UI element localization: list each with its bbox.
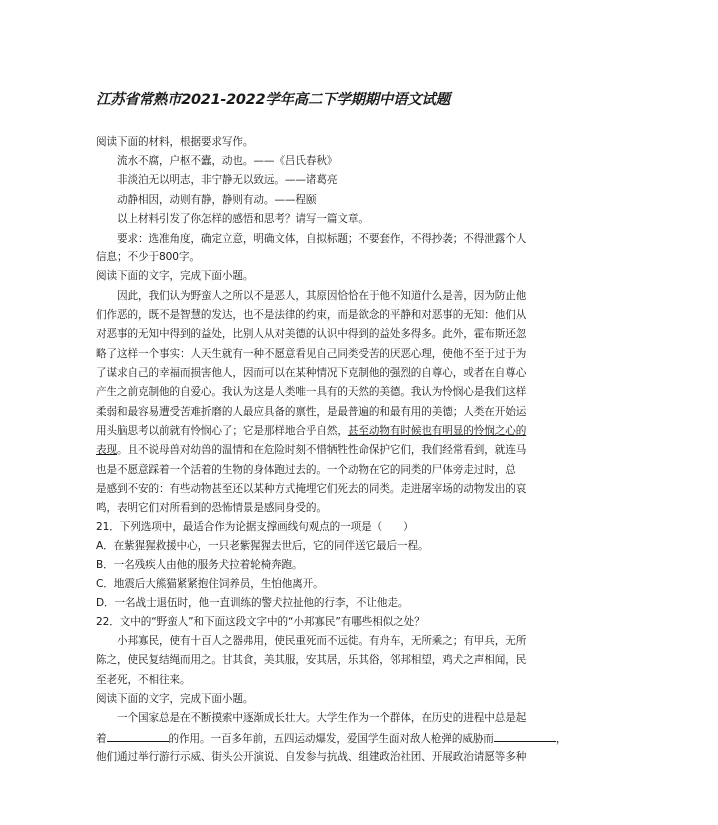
option-d: D．一名战士退伍时，他一直训练的警犬拉扯他的行李，不让他走。 [96,597,409,609]
quote-line: 动静相因，动则有静，静则有动。——程颐 [117,194,317,206]
quote-line: 非淡泊无以明志，非宁静无以致远。——诸葛亮 [117,174,338,186]
passage-line: 也是不愿意踩着一个活着的生物的身体跑过去的。一个动物在它的同类的尸体旁走过时，总 [96,464,516,476]
passage-text: ， [555,733,567,745]
passage-text: 着 [96,733,107,745]
passage-text: 的作用。一百多年前，五四运动爆发，爱国学生面对敌人枪弹的威胁而 [168,733,494,745]
passage-line [96,444,526,457]
option-b: B．一名残疾人由他的服务犬拉着轮椅奔跑。 [96,559,303,571]
underlined-sentence: 甚至动物有时候也有明显的怜悯之心的 [347,425,527,437]
instruction-line: 阅读下面的文字，完成下面小题。 [96,270,254,282]
quote-passage-line: 小邦寡民，使有十百人之器弗用，使民重死而不远徙。有舟车，无所乘之；有甲兵，无所 [117,635,527,647]
passage-line: 柔弱和最容易遭受苦难折磨的人最应具备的禀性，是最普遍的和最有用的美德；人类在开始运 [96,406,527,418]
passage-text: 用头脑思考以前就有怜悯心了；它是那样地合乎自然， [96,425,348,437]
quote-line: 流水不腐，户枢不蠹，动也。——《吕氏春秋》 [117,155,338,167]
passage-text: 。且不说母兽对幼兽的温情和在危险时刻不惜牺牲性命保护它们，我们经常看到，就连马 [117,444,527,456]
requirement-line: 要求：选准角度，确定立意，明确文体，自拟标题；不要套作，不得抄袭；不得泄露个人 [117,233,527,245]
prompt-line: 以上材料引发了你怎样的感悟和思考？请写一篇文章。 [117,213,369,225]
question-21: 21．下列选项中，最适合作为论据支撑画线句观点的一项是（ ） [96,521,414,533]
option-c: C．地震后大熊猫紧紧抱住饲养员，生怕他离开。 [96,578,324,590]
passage-line [96,731,566,746]
question-22: 22．文中的“野蛮人”和下面这段文字中的“小邦寡民”有哪些相似之处？ [96,616,425,628]
passage-line: 对恶事的无知中得到的益处，比别人从对美德的认识中得到的益处多得多。此外，霍布斯还忽 [96,328,527,340]
passage-line: 因此，我们认为野蛮人之所以不是恶人，其原因恰恰在于他不知道什么是善，因为防止他 [117,290,527,302]
passage-line: 一个国家总是在不断摸索中逐渐成长壮大。大学生作为一个群体，在历史的进程中总是起 [117,712,527,724]
passage-line: 略了这样一个事实：人天生就有一种不愿意看见自己同类受苦的厌恶心理，使他不至于过于为 [96,348,527,360]
requirement-line: 信息；不少于800字。 [96,251,200,263]
underlined-sentence: 表现 [96,444,117,456]
passage-line: 鸣，表明它们对所看到的恐怖情景是感同身受的。 [96,502,327,514]
option-a: A．在紫猩猩救援中心，一只老紫猩猩去世后，它的同伴送它最后一程。 [96,540,429,552]
passage-line: 他们通过举行游行示威、街头公开演说、自发参与抗战、组建政治社团、开展政治请愿等多种 [96,751,527,763]
passage-line: 了谋求自己的幸福而损害他人，因而可以在某种情况下克制他的强烈的自尊心，或者在自尊心 [96,367,527,379]
quote-passage-line: 至老死，不相往来。 [96,674,191,686]
fill-blank [494,731,556,742]
page-title: 江苏省常熟市2021-2022学年高二下学期期中语文试题 [96,92,450,108]
quote-passage-line: 陈之，使民复结绳而用之。甘其食，美其服，安其居，乐其俗，邻邦相望，鸡犬之声相闻，民 [96,654,527,666]
instruction-line: 阅读下面的文字，完成下面小题。 [96,693,254,705]
passage-line: 产生之前克制他的自爱心。我认为这是人类唯一具有的天然的美德。我认为怜悯心是我们这样 [96,386,527,398]
passage-line: 是感到不安的：有些动物甚至还以某种方式掩埋它们死去的同类。走进屠宰场的动物发出的哀 [96,483,527,495]
passage-line: 们作恶的，既不是智慧的发达，也不是法律的约束，而是欲念的平静和对恶事的无知：他们从 [96,309,527,321]
passage-line [96,425,526,438]
fill-blank [107,731,169,742]
instruction-line: 阅读下面的材料，根据要求写作。 [96,136,254,148]
